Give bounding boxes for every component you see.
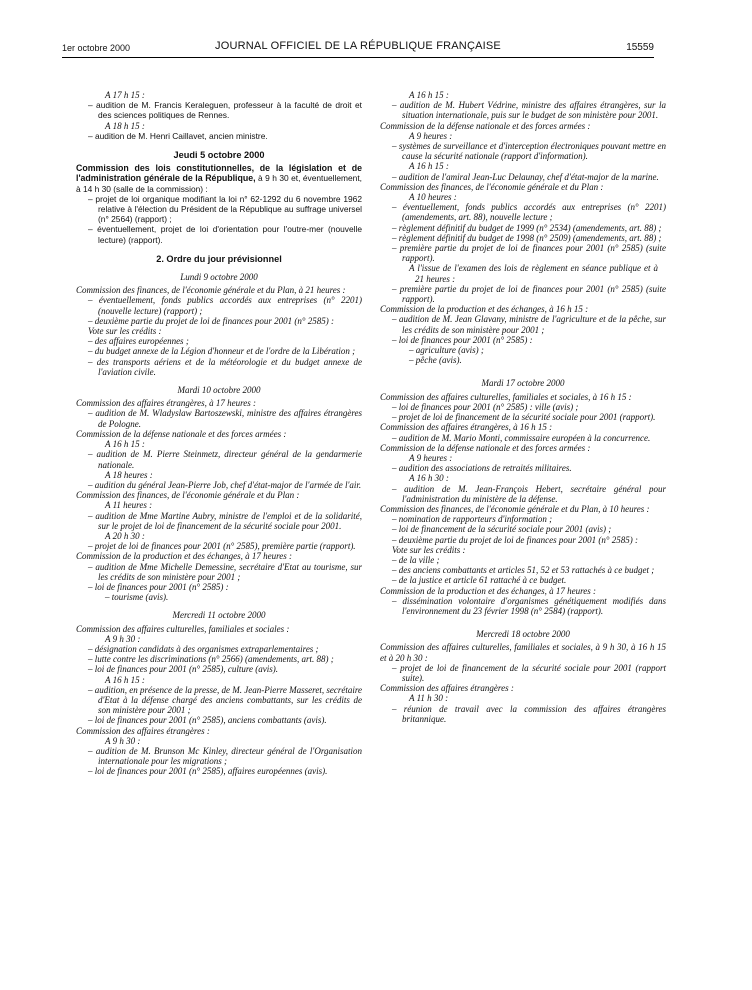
commission-line: Commission de la défense nationale et des forces armées : [76,428,287,439]
commission-name: Commission des lois constitutionnelles, de la législation et de l'administration générale de la République, [76,163,362,184]
agenda-item: – règlement définitif du budget de 1998 (n° 2509) (amendements, art. 88) ; [392,232,662,243]
time-label: A 11 heures : [105,500,153,511]
agenda-item: – loi de finances pour 2001 (n° 2585), affaires européennes (avis). [88,766,328,777]
agenda-item: – règlement définitif du budget de 1999 (n° 2534) (amendements, art. 88) ; [392,222,662,233]
agenda-item: – première partie du projet de loi de finances pour 2001 (n° 2585) (suite rapport). [392,243,666,264]
agenda-item: – deuxième partie du projet de loi de finances pour 2001 (n° 2585) : [88,315,334,326]
section-heading: 2. Ordre du jour prévisionnel [156,253,282,264]
agenda-item: – lutte contre les discriminations (n° 2566) (amendements, art. 88) ; [88,654,334,665]
session-note: A l'issue de l'examen des lois de règlement en séance publique et à 21 heures : [409,263,658,284]
agenda-item: – audition de Mme Martine Aubry, ministre de l'emploi et de la solidarité, sur le projet de loi de financement de la sécurité sociale pour 2001. [88,510,362,531]
agenda-item: – du budget annexe de la Légion d'honneur et de l'ordre de la Libération ; [88,346,356,357]
commission-line: Commission des affaires culturelles, familiales et sociales : [76,623,290,634]
agenda-item: – audition de M. Henri Caillavet, ancien ministre. [88,130,268,141]
commission-line [76,163,362,194]
commission-line: Commission de la défense nationale et des forces armées : [380,120,591,131]
commission-line: Commission des affaires étrangères, à 17 heures : [76,398,256,409]
agenda-item: – audition des associations de retraités militaires. [392,463,572,474]
agenda-item: – loi de finances pour 2001 (n° 2585) : [392,334,533,345]
time-label: A 16 h 15 : [409,161,449,172]
agenda-item: – première partie du projet de loi de finances pour 2001 (n° 2585) (suite rapport). [392,283,666,305]
commission-line: Commission des finances, de l'économie générale et du Plan, à 10 heures : [380,503,650,514]
vote-label: Vote sur les crédits : [392,544,466,555]
time-label: A 16 h 15 : [409,90,449,100]
agenda-item: – audition de M. Brunson Mc Kinley, directeur général de l'Organisation internationale pour les migrations ; [88,745,362,767]
time-label: A 9 h 30 : [105,735,141,746]
agenda-item: – de la ville ; [392,554,440,565]
agenda-item: – des affaires européennes ; [88,336,189,347]
agenda-item: – de la justice et article 61 rattaché à ce budget. [392,575,567,586]
agenda-item: – audition de M. Jean-François Hebert, secrétaire général pour l'administration du ministère de la défense. [392,483,666,504]
commission-line: Commission des affaires étrangères : [380,683,514,694]
agenda-item: – éventuellement, fonds publics accordés aux entreprises (n° 2201) (nouvelle lecture) (rapport) ; [88,295,362,316]
agenda-item: – des transports aériens et de la météorologie et du budget annexe de l'aviation civile. [88,356,362,377]
agenda-item: – audition de M. Hubert Védrine, ministre des affaires étrangères, sur la situation internationale, puis sur le budget de son ministère pour 2001. [392,100,666,121]
agenda-item: – loi de finances pour 2001 (n° 2585) : [88,581,229,592]
agenda-item: – éventuellement, projet de loi d'orientation pour l'outre-mer (nouvelle lecture) (rapport). [88,224,362,245]
agenda-item: – loi de finances pour 2001 (n° 2585), culture (avis). [88,664,278,675]
day-heading: Jeudi 5 octobre 2000 [173,150,265,161]
agenda-item: – audition de M. Jean Glavany, ministre de l'agriculture et de la pêche, sur les crédits de son ministère pour 2001 ; [392,314,666,335]
commission-line: Commission de la défense nationale et des forces armées : [380,442,591,453]
agenda-item: – audition de Mme Michelle Demessine, secrétaire d'Etat au tourisme, sur les crédits de son ministère pour 2001 ; [88,561,362,582]
agenda-item: – audition de l'amiral Jean-Luc Delaunay, chef d'état-major de la marine. [392,171,659,182]
agenda-item: – audition de M. Mario Monti, commissaire européen à la concurrence. [392,432,651,443]
header-rule [62,57,654,58]
agenda-item: – audition de M. Francis Keraleguen, professeur à la faculté de droit et des sciences politiques de Rennes. [88,100,362,121]
agenda-item: – audition de M. Wladyslaw Bartoszewski, ministre des affaires étrangères de Pologne. [88,408,362,429]
agenda-subitem: – pêche (avis). [409,355,462,366]
agenda-item: – audition du général Jean-Pierre Job, chef d'état-major de l'armée de l'air. [88,479,362,490]
commission-line: Commission des finances, de l'économie générale et du Plan, à 21 heures : [76,285,346,296]
time-label: A 18 heures : [105,469,153,480]
time-label: A 20 h 30 : [105,530,145,541]
commission-line: Commission des finances, de l'économie générale et du Plan : [380,181,604,192]
commission-time: à 9 h 30 et, éventuellement, à 14 h 30 (salle de la commission) : [76,173,362,194]
agenda-item: – projet de loi de finances pour 2001 (n° 2585), première partie (rapport). [88,541,356,552]
time-label: A 16 h 15 : [105,439,145,450]
time-label: A 10 heures : [409,192,457,203]
agenda-item: – projet de loi de financement de la sécurité sociale pour 2001 (rapport). [392,412,656,423]
time-label: A 9 heures : [409,130,453,141]
agenda-item: – loi de financement de la sécurité sociale pour 2001 (avis) ; [392,524,612,535]
day-heading: Mercredi 18 octobre 2000 [476,629,570,640]
time-label: A 9 heures : [409,452,453,463]
time-label: A 11 h 30 : [409,693,449,704]
time-label: A 9 h 30 : [105,633,141,644]
commission-line: Commission des affaires culturelles, familiales et sociales, à 9 h 30, à 16 h 15 et à 20 h 30 : [380,642,666,663]
day-heading: Lundi 9 octobre 2000 [180,272,258,283]
commission-line: Commission des finances, de l'économie générale et du Plan : [76,490,300,501]
page-number: 15559 [626,42,654,53]
agenda-item: – loi de finances pour 2001 (n° 2585) : ville (avis) ; [392,401,579,412]
time-label: A 16 h 30 : [409,473,449,484]
agenda-item: – éventuellement, fonds publics accordés aux entreprises (n° 2201) (amendements, art. 88), nouvelle lecture ; [392,202,666,223]
running-header [62,40,654,56]
header-date: 1er octobre 2000 [62,43,131,53]
time-label: A 18 h 15 : [105,120,145,131]
agenda-item: – réunion de travail avec la commission des affaires étrangères britannique. [392,703,666,724]
commission-line: Commission des affaires étrangères, à 16 h 15 : [380,422,553,433]
commission-line: Commission de la production et des échanges, à 17 heures : [380,585,597,596]
agenda-item: – désignation candidats à des organismes extraparlementaires ; [88,643,319,654]
agenda-item: – projet de loi organique modifiant la loi n° 62-1292 du 6 novembre 1962 relative à l'élection du Président de la République au suffrage universel (n° 2564) (rapport) ; [88,193,362,225]
day-heading: Mardi 10 octobre 2000 [177,385,261,396]
day-heading: Mercredi 11 octobre 2000 [172,610,266,621]
commission-line: Commission de la production et des échanges, à 16 h 15 : [380,304,589,315]
agenda-item: – audition, en présence de la presse, de M. Jean-Pierre Masseret, secrétaire d'Etat à la défense chargé des anciens combattants, sur les crédits de son ministère pour 2001 ; [88,684,362,716]
agenda-subitem: – agriculture (avis) ; [409,345,484,356]
commission-line: Commission des affaires étrangères : [76,725,210,736]
agenda-item: – dissémination volontaire d'organismes génétiquement modifiés dans l'environnement du 23 février 1998 (n° 2584) (rapport). [392,595,666,616]
agenda-item: – loi de finances pour 2001 (n° 2585), anciens combattants (avis). [88,715,327,726]
commission-line: Commission de la production et des échanges, à 17 heures : [76,551,293,562]
journal-title: JOURNAL OFFICIEL DE LA RÉPUBLIQUE FRANÇAISE [215,40,501,52]
commission-line: Commission des affaires culturelles, familiales et sociales, à 16 h 15 : [380,391,632,402]
agenda-item: – audition de M. Pierre Steinmetz, directeur général de la gendarmerie nationale. [88,449,362,470]
agenda-item: – nomination de rapporteurs d'information ; [392,514,553,525]
agenda-item: – deuxième partie du projet de loi de finances pour 2001 (n° 2585) : [392,534,638,545]
time-label: A 16 h 15 : [105,674,145,685]
agenda-item: – projet de loi de financement de la sécurité sociale pour 2001 (rapport suite). [392,662,666,683]
vote-label: Vote sur les crédits : [88,326,162,337]
agenda-item: – des anciens combattants et articles 51, 52 et 53 rattachés à ce budget ; [392,565,655,576]
right-column [380,90,666,724]
time-label: A 17 h 15 : [105,90,145,100]
agenda-item: – systèmes de surveillance et d'interception électroniques pouvant mettre en cause la sécurité nationale (rapport d'information). [392,141,666,162]
day-heading: Mardi 17 octobre 2000 [481,378,565,389]
left-column [76,90,362,777]
agenda-subitem: – tourisme (avis). [105,592,169,603]
